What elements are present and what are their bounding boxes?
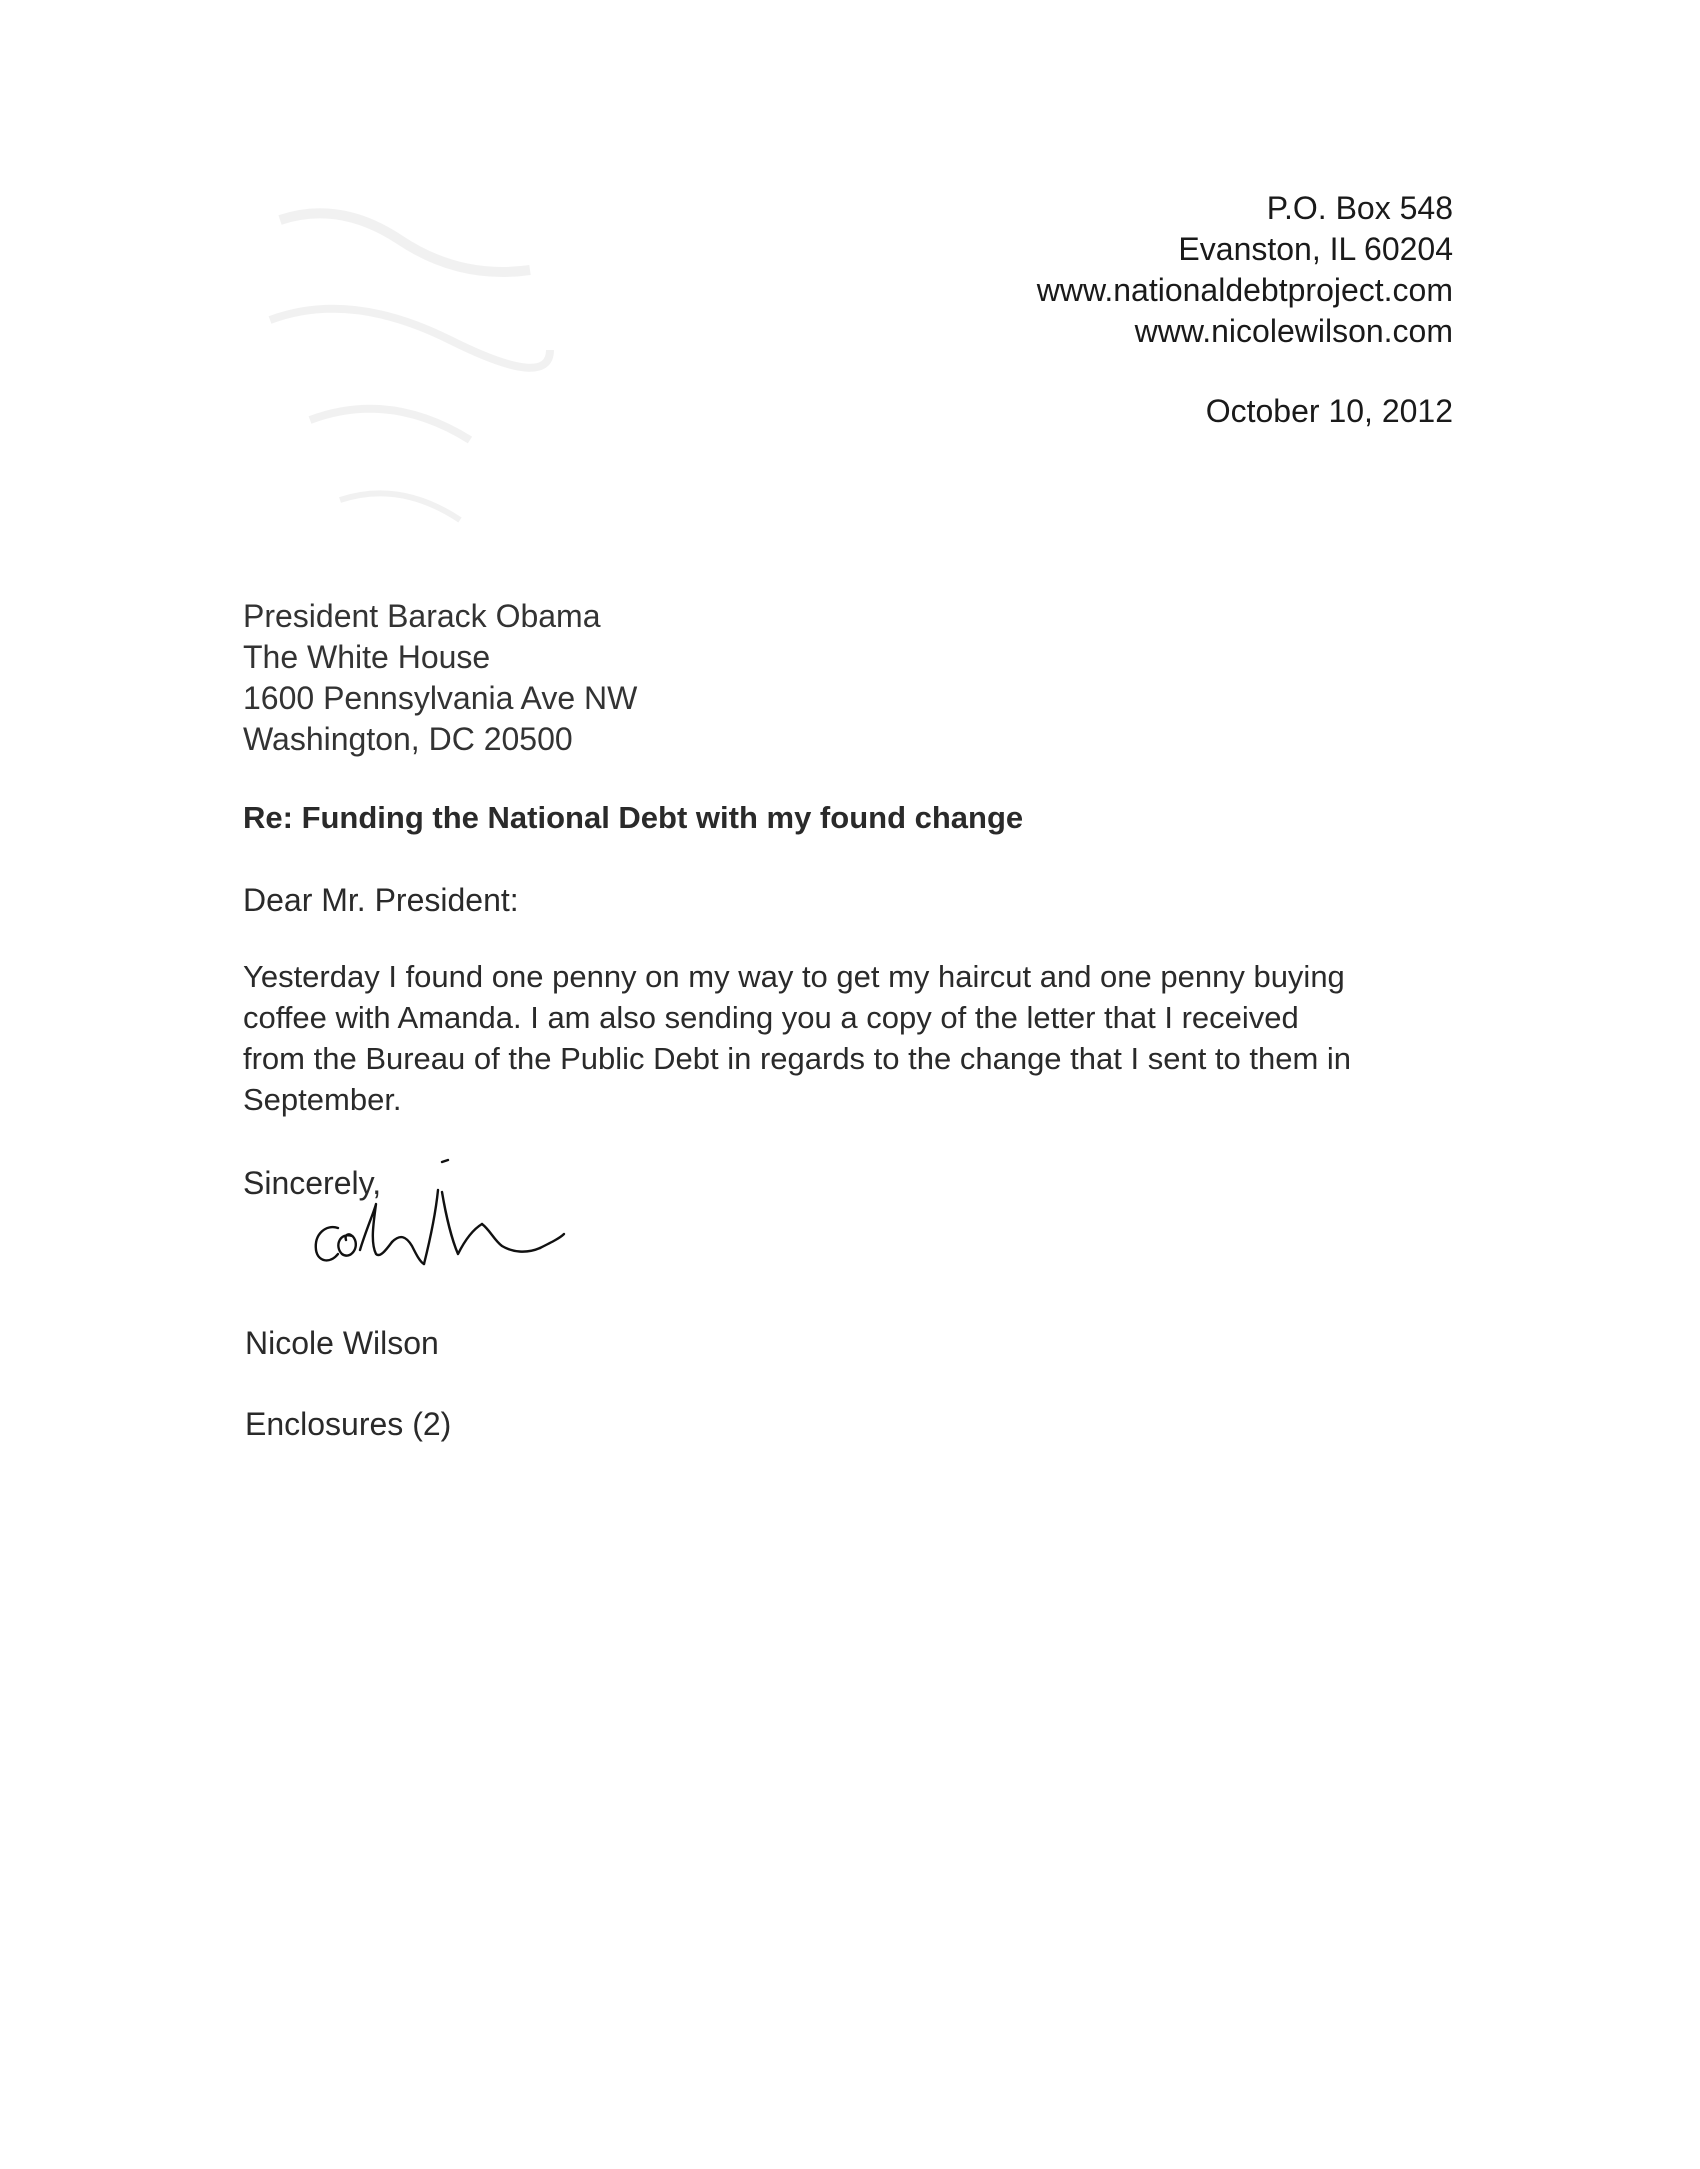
signer-name: Nicole Wilson <box>245 1325 439 1361</box>
body-line: Yesterday I found one penny on my way to get my haircut and one penny buying <box>243 959 1345 994</box>
return-address-website[interactable]: www.nationaldebtproject.com <box>1036 272 1453 308</box>
salutation: Dear Mr. President: <box>243 882 519 918</box>
recipient-line: President Barack Obama <box>243 598 601 634</box>
handwritten-signature <box>290 1150 620 1300</box>
recipient-line: The White House <box>243 639 491 675</box>
enclosures-note: Enclosures (2) <box>245 1406 452 1442</box>
recipient-line: Washington, DC 20500 <box>243 721 573 757</box>
body-line: coffee with Amanda. I am also sending you a copy of the letter that I received <box>243 1000 1299 1035</box>
letter-body <box>243 956 1351 1120</box>
recipient-address <box>243 596 637 760</box>
subject-line: Re: Funding the National Debt with my found change <box>243 800 1024 835</box>
recipient-line: 1600 Pennsylvania Ave NW <box>243 680 638 716</box>
show-through-texture <box>250 180 570 560</box>
return-address-website[interactable]: www.nicolewilson.com <box>1134 313 1453 349</box>
return-address <box>900 188 1453 352</box>
letter-date: October 10, 2012 <box>1205 393 1453 429</box>
body-line: September. <box>243 1082 402 1117</box>
body-line: from the Bureau of the Public Debt in regards to the change that I sent to them in <box>243 1041 1352 1076</box>
return-address-line: Evanston, IL 60204 <box>1178 231 1453 267</box>
closing: Sincerely, <box>243 1165 382 1201</box>
return-address-line: P.O. Box 548 <box>1266 190 1453 226</box>
